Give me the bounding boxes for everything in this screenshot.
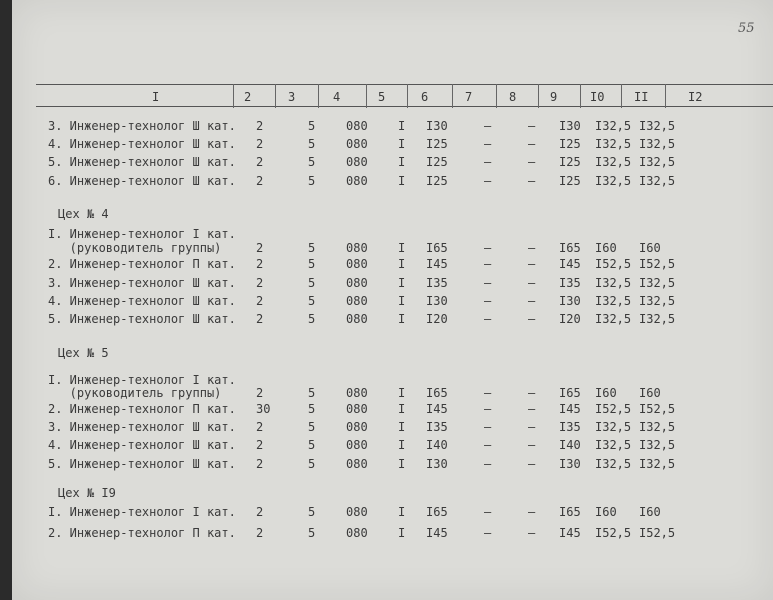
cell: I30 (559, 457, 581, 471)
cell: 080 (346, 276, 368, 290)
position-name: 2. Инженер-технолог П кат. (48, 526, 236, 540)
cell: I30 (559, 294, 581, 308)
cell: I32,5 (595, 137, 632, 151)
cell: 2 (256, 420, 264, 434)
cell: I52,5 (595, 526, 632, 540)
cell: – (484, 137, 492, 151)
cell: I32,5 (639, 312, 676, 326)
cell: 30 (256, 402, 271, 416)
cell: I32,5 (639, 174, 676, 188)
cell: I (398, 257, 406, 271)
cell: I25 (426, 137, 448, 151)
cell: 5 (308, 294, 316, 308)
cell: I32,5 (639, 294, 676, 308)
cell: I25 (559, 137, 581, 151)
cell: 080 (346, 155, 368, 169)
column-divider (496, 84, 497, 108)
cell: 5 (308, 312, 316, 326)
cell: I30 (426, 457, 448, 471)
table-row (12, 526, 773, 542)
position-name: I. Инженер-технолог I кат. (48, 373, 236, 387)
position-name-note: (руководитель группы) (48, 241, 222, 255)
cell: I65 (426, 505, 448, 519)
cell: I30 (559, 119, 581, 133)
cell: I65 (559, 386, 581, 400)
cell: I (398, 241, 406, 255)
column-divider (538, 84, 539, 108)
cell: I52,5 (595, 402, 632, 416)
position-name: 3. Инженер-технолог Ш кат. (48, 420, 236, 434)
column-divider (366, 84, 367, 108)
cell: – (528, 137, 536, 151)
table-row (12, 312, 773, 328)
cell: – (484, 294, 492, 308)
cell: I60 (595, 505, 617, 519)
cell: I (398, 505, 406, 519)
cell: I32,5 (595, 155, 632, 169)
cell: – (528, 276, 536, 290)
cell: 5 (308, 420, 316, 434)
cell: 5 (308, 137, 316, 151)
column-header: 2 (244, 90, 252, 104)
cell: 2 (256, 257, 264, 271)
table-row (12, 155, 773, 171)
cell: – (528, 241, 536, 255)
cell: 2 (256, 137, 264, 151)
column-header: I2 (688, 90, 703, 104)
cell: – (484, 312, 492, 326)
cell: – (528, 312, 536, 326)
cell: 2 (256, 438, 264, 452)
cell: – (484, 155, 492, 169)
cell: – (484, 119, 492, 133)
cell: 2 (256, 386, 264, 400)
cell: I35 (426, 420, 448, 434)
cell: 080 (346, 174, 368, 188)
cell: – (528, 402, 536, 416)
cell: 080 (346, 457, 368, 471)
cell: I45 (559, 526, 581, 540)
header-top-rule (36, 84, 773, 85)
column-header: I (152, 90, 160, 104)
cell: – (484, 505, 492, 519)
cell: 5 (308, 402, 316, 416)
cell: 5 (308, 155, 316, 169)
cell: I60 (639, 505, 661, 519)
cell: 2 (256, 457, 264, 471)
position-name: 2. Инженер-технолог П кат. (48, 402, 236, 416)
cell: – (484, 174, 492, 188)
table-row (12, 119, 773, 135)
cell: I (398, 438, 406, 452)
position-name-note: (руководитель группы) (48, 386, 222, 400)
cell: – (484, 386, 492, 400)
cell: 080 (346, 386, 368, 400)
cell: 5 (308, 174, 316, 188)
cell: – (528, 257, 536, 271)
cell: I45 (559, 402, 581, 416)
position-name: 4. Инженер-технолог Ш кат. (48, 438, 236, 452)
cell: – (484, 438, 492, 452)
cell: I32,5 (639, 119, 676, 133)
cell: I32,5 (639, 420, 676, 434)
column-header: I0 (590, 90, 605, 104)
column-header: 5 (378, 90, 386, 104)
column-divider (407, 84, 408, 108)
cell: – (484, 457, 492, 471)
column-header: 8 (509, 90, 517, 104)
cell: I32,5 (639, 438, 676, 452)
document-page (12, 0, 773, 600)
cell: 2 (256, 276, 264, 290)
table-row (12, 137, 773, 153)
cell: I25 (559, 155, 581, 169)
position-name: 2. Инженер-технолог П кат. (48, 257, 236, 271)
section-title: Цех № I9 (58, 486, 116, 500)
cell: 5 (308, 257, 316, 271)
cell: I32,5 (595, 457, 632, 471)
table-row (12, 457, 773, 473)
cell: 5 (308, 386, 316, 400)
cell: 080 (346, 312, 368, 326)
cell: I (398, 276, 406, 290)
cell: I45 (426, 402, 448, 416)
cell: I (398, 119, 406, 133)
cell: 2 (256, 505, 264, 519)
table-row (12, 505, 773, 521)
cell: I (398, 294, 406, 308)
cell: I (398, 137, 406, 151)
position-name: 3. Инженер-технолог Ш кат. (48, 276, 236, 290)
column-header: II (634, 90, 649, 104)
table-row (12, 386, 773, 402)
cell: I35 (559, 276, 581, 290)
cell: I45 (426, 257, 448, 271)
cell: – (528, 526, 536, 540)
position-name: 6. Инженер-технолог Ш кат. (48, 174, 236, 188)
cell: – (484, 526, 492, 540)
column-header: 7 (465, 90, 473, 104)
column-divider (452, 84, 453, 108)
cell: 2 (256, 526, 264, 540)
cell: I25 (426, 174, 448, 188)
section-title: Цех № 4 (58, 207, 109, 221)
table-row (12, 276, 773, 292)
cell: I35 (559, 420, 581, 434)
cell: I45 (426, 526, 448, 540)
cell: – (528, 438, 536, 452)
cell: I32,5 (595, 119, 632, 133)
cell: I (398, 420, 406, 434)
cell: 080 (346, 257, 368, 271)
cell: 080 (346, 402, 368, 416)
cell: I (398, 402, 406, 416)
cell: I52,5 (639, 526, 676, 540)
cell: – (528, 420, 536, 434)
cell: 5 (308, 438, 316, 452)
section-title: Цех № 5 (58, 346, 109, 360)
cell: – (528, 457, 536, 471)
cell: I30 (426, 294, 448, 308)
cell: I32,5 (639, 457, 676, 471)
cell: I65 (426, 241, 448, 255)
cell: 080 (346, 119, 368, 133)
cell: – (528, 155, 536, 169)
header-bottom-rule (36, 106, 773, 107)
column-divider (275, 84, 276, 108)
cell: I (398, 526, 406, 540)
table-row (12, 257, 773, 273)
cell: 5 (308, 505, 316, 519)
cell: – (484, 402, 492, 416)
cell: I30 (426, 119, 448, 133)
cell: 2 (256, 155, 264, 169)
cell: – (528, 505, 536, 519)
column-header: 6 (421, 90, 429, 104)
cell: 080 (346, 137, 368, 151)
cell: 5 (308, 241, 316, 255)
position-name: 5. Инженер-технолог Ш кат. (48, 155, 236, 169)
cell: I32,5 (595, 420, 632, 434)
cell: 080 (346, 294, 368, 308)
table-row (12, 294, 773, 310)
cell: I (398, 174, 406, 188)
cell: – (484, 257, 492, 271)
cell: 080 (346, 420, 368, 434)
column-divider (665, 84, 666, 108)
cell: I60 (639, 386, 661, 400)
cell: – (484, 241, 492, 255)
position-name: 3. Инженер-технолог Ш кат. (48, 119, 236, 133)
cell: 5 (308, 526, 316, 540)
cell: 080 (346, 438, 368, 452)
table-row (12, 241, 773, 257)
cell: I32,5 (639, 137, 676, 151)
cell: 2 (256, 174, 264, 188)
cell: I32,5 (595, 276, 632, 290)
cell: I32,5 (639, 276, 676, 290)
cell: 080 (346, 526, 368, 540)
column-divider (318, 84, 319, 108)
table-row (12, 174, 773, 190)
table-row (12, 402, 773, 418)
cell: I20 (426, 312, 448, 326)
position-name: 5. Инженер-технолог Ш кат. (48, 312, 236, 326)
position-name: I. Инженер-технолог I кат. (48, 505, 236, 519)
page-number: 55 (738, 21, 755, 36)
position-name: I. Инженер-технолог I кат. (48, 227, 236, 241)
cell: I (398, 155, 406, 169)
cell: I40 (559, 438, 581, 452)
position-name: 4. Инженер-технолог Ш кат. (48, 294, 236, 308)
cell: I52,5 (639, 257, 676, 271)
column-divider (233, 84, 234, 108)
cell: 080 (346, 241, 368, 255)
column-header: 9 (550, 90, 558, 104)
cell: I65 (426, 386, 448, 400)
cell: – (484, 276, 492, 290)
cell: I60 (639, 241, 661, 255)
cell: I25 (426, 155, 448, 169)
cell: I60 (595, 386, 617, 400)
cell: 5 (308, 457, 316, 471)
cell: I32,5 (595, 438, 632, 452)
cell: – (528, 294, 536, 308)
cell: I (398, 312, 406, 326)
column-divider (621, 84, 622, 108)
cell: I52,5 (595, 257, 632, 271)
cell: 5 (308, 119, 316, 133)
column-divider (580, 84, 581, 108)
cell: I20 (559, 312, 581, 326)
position-name: 5. Инженер-технолог Ш кат. (48, 457, 236, 471)
cell: 2 (256, 119, 264, 133)
cell: I40 (426, 438, 448, 452)
cell: I45 (559, 257, 581, 271)
cell: – (484, 420, 492, 434)
cell: 5 (308, 276, 316, 290)
column-header: 3 (288, 90, 296, 104)
cell: 2 (256, 312, 264, 326)
cell: I52,5 (639, 402, 676, 416)
cell: I32,5 (595, 294, 632, 308)
table-row (12, 420, 773, 436)
table-row (12, 438, 773, 454)
cell: I32,5 (639, 155, 676, 169)
cell: 2 (256, 294, 264, 308)
cell: I25 (559, 174, 581, 188)
cell: I (398, 386, 406, 400)
cell: – (528, 119, 536, 133)
cell: I65 (559, 241, 581, 255)
cell: I60 (595, 241, 617, 255)
cell: I35 (426, 276, 448, 290)
cell: I65 (559, 505, 581, 519)
cell: 080 (346, 505, 368, 519)
cell: I32,5 (595, 174, 632, 188)
cell: I32,5 (595, 312, 632, 326)
cell: 2 (256, 241, 264, 255)
position-name: 4. Инженер-технолог Ш кат. (48, 137, 236, 151)
column-header: 4 (333, 90, 341, 104)
cell: – (528, 174, 536, 188)
cell: I (398, 457, 406, 471)
cell: – (528, 386, 536, 400)
